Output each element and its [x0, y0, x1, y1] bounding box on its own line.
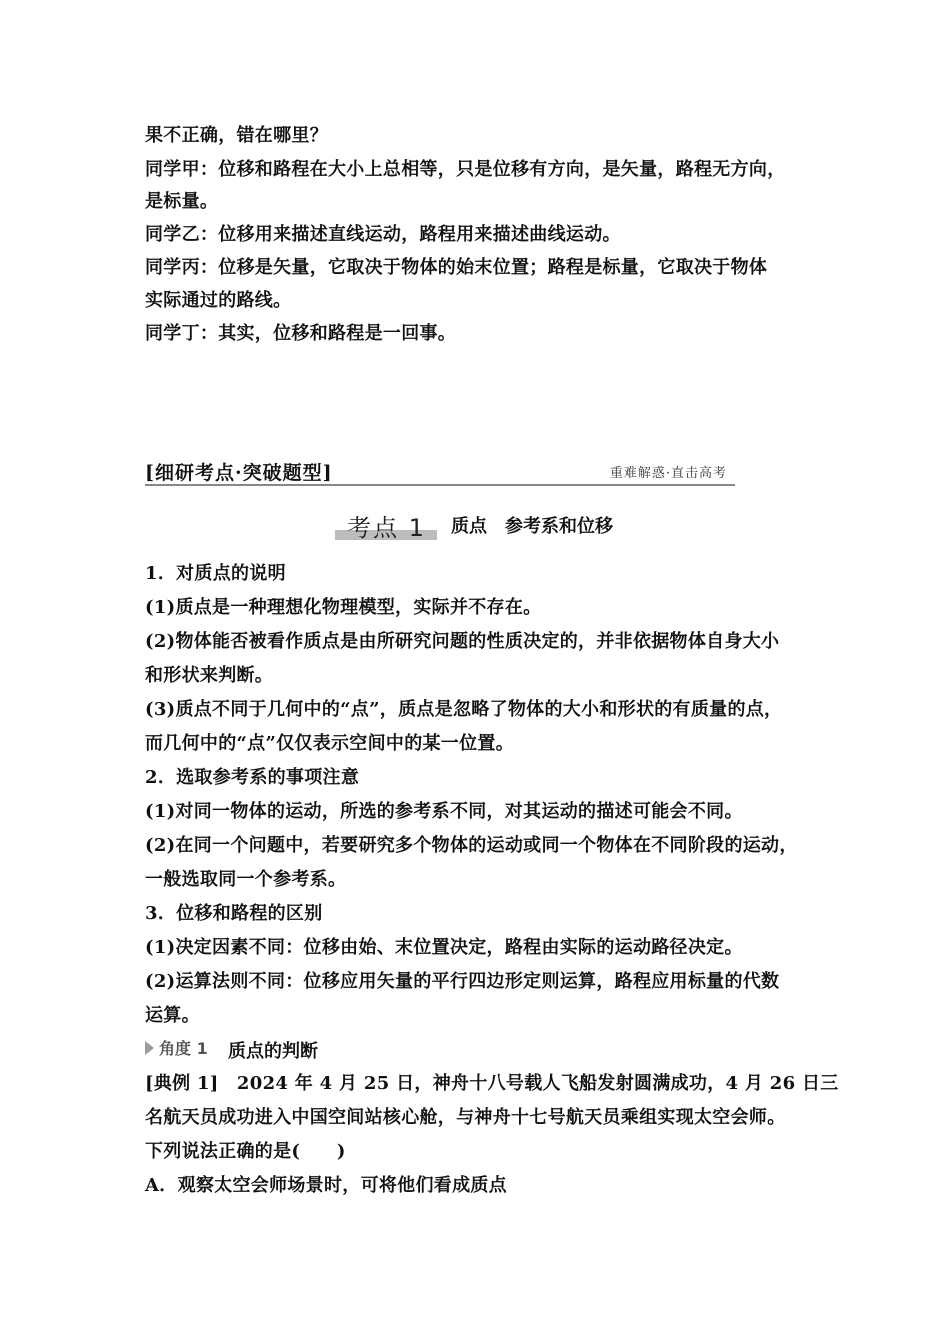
example-line: 下列说法正确的是( ) [145, 1141, 346, 1162]
content-line: 运算。 [145, 1005, 200, 1026]
content-line: (2)物体能否被看作质点是由所研究问题的性质决定的，并非依据物体自身大小 [145, 631, 780, 652]
content-heading: 3．位移和路程的区别 [145, 903, 323, 924]
intro-line: 同学甲：位移和路程在大小上总相等，只是位移有方向，是矢量，路程无方向， [145, 159, 786, 180]
section-subtitle: 重难解惑·直击高考 [609, 466, 727, 481]
section-header [145, 458, 735, 486]
section-title: [细研考点·突破题型] [145, 462, 333, 484]
content-line: 而几何中的“点”仅仅表示空间中的某一位置。 [145, 733, 515, 754]
intro-line: 果不正确，错在哪里？ [145, 125, 328, 146]
intro-line: 同学丁：其实，位移和路程是一回事。 [145, 323, 457, 344]
kaodian-badge [335, 510, 437, 540]
example-line: [典例 1] 2024 年 4 月 25 日，神舟十八号载人飞船发射圆满成功，4 月 26 日三 [145, 1073, 839, 1094]
content-line: (1)决定因素不同：位移由始、末位置决定，路程由实际的运动路径决定。 [145, 937, 743, 958]
content-line: 一般选取同一个参考系。 [145, 869, 347, 890]
angle-label: 角度 1 [159, 1039, 208, 1058]
content-line: 和形状来判断。 [145, 665, 274, 686]
content-heading: 2．选取参考系的事项注意 [145, 767, 360, 788]
content-line: (1)质点是一种理想化物理模型，实际并不存在。 [145, 597, 542, 618]
intro-line: 是标量。 [145, 191, 219, 212]
content-line: (3)质点不同于几何中的“点”，质点是忽略了物体的大小和形状的有质量的点， [145, 699, 783, 720]
kaodian-title: 质点 参考系和位移 [451, 516, 613, 537]
play-arrow-icon [145, 1041, 154, 1055]
intro-line: 同学乙：位移用来描述直线运动，路程用来描述曲线运动。 [145, 224, 621, 245]
content-heading: 1．对质点的说明 [145, 563, 286, 584]
angle-title: 质点的判断 [228, 1041, 318, 1062]
example-line: 名航天员成功进入中国空间站核心舱，与神舟十七号航天员乘组实现太空会师。 [145, 1107, 786, 1128]
kaodian-badge-label: 考点 1 [347, 514, 426, 542]
content-line: (2)运算法则不同：位移应用矢量的平行四边形定则运算，路程应用标量的代数 [145, 971, 780, 992]
content-line: (1)对同一物体的运动，所选的参考系不同，对其运动的描述可能会不同。 [145, 801, 743, 822]
example-option: A．观察太空会师场景时，可将他们看成质点 [145, 1175, 507, 1196]
intro-line: 同学丙：位移是矢量，它取决于物体的始末位置；路程是标量，它取决于物体 [145, 257, 768, 278]
content-line: (2)在同一个问题中，若要研究多个物体的运动或同一个物体在不同阶段的运动， [145, 835, 798, 856]
intro-line: 实际通过的路线。 [145, 290, 292, 311]
